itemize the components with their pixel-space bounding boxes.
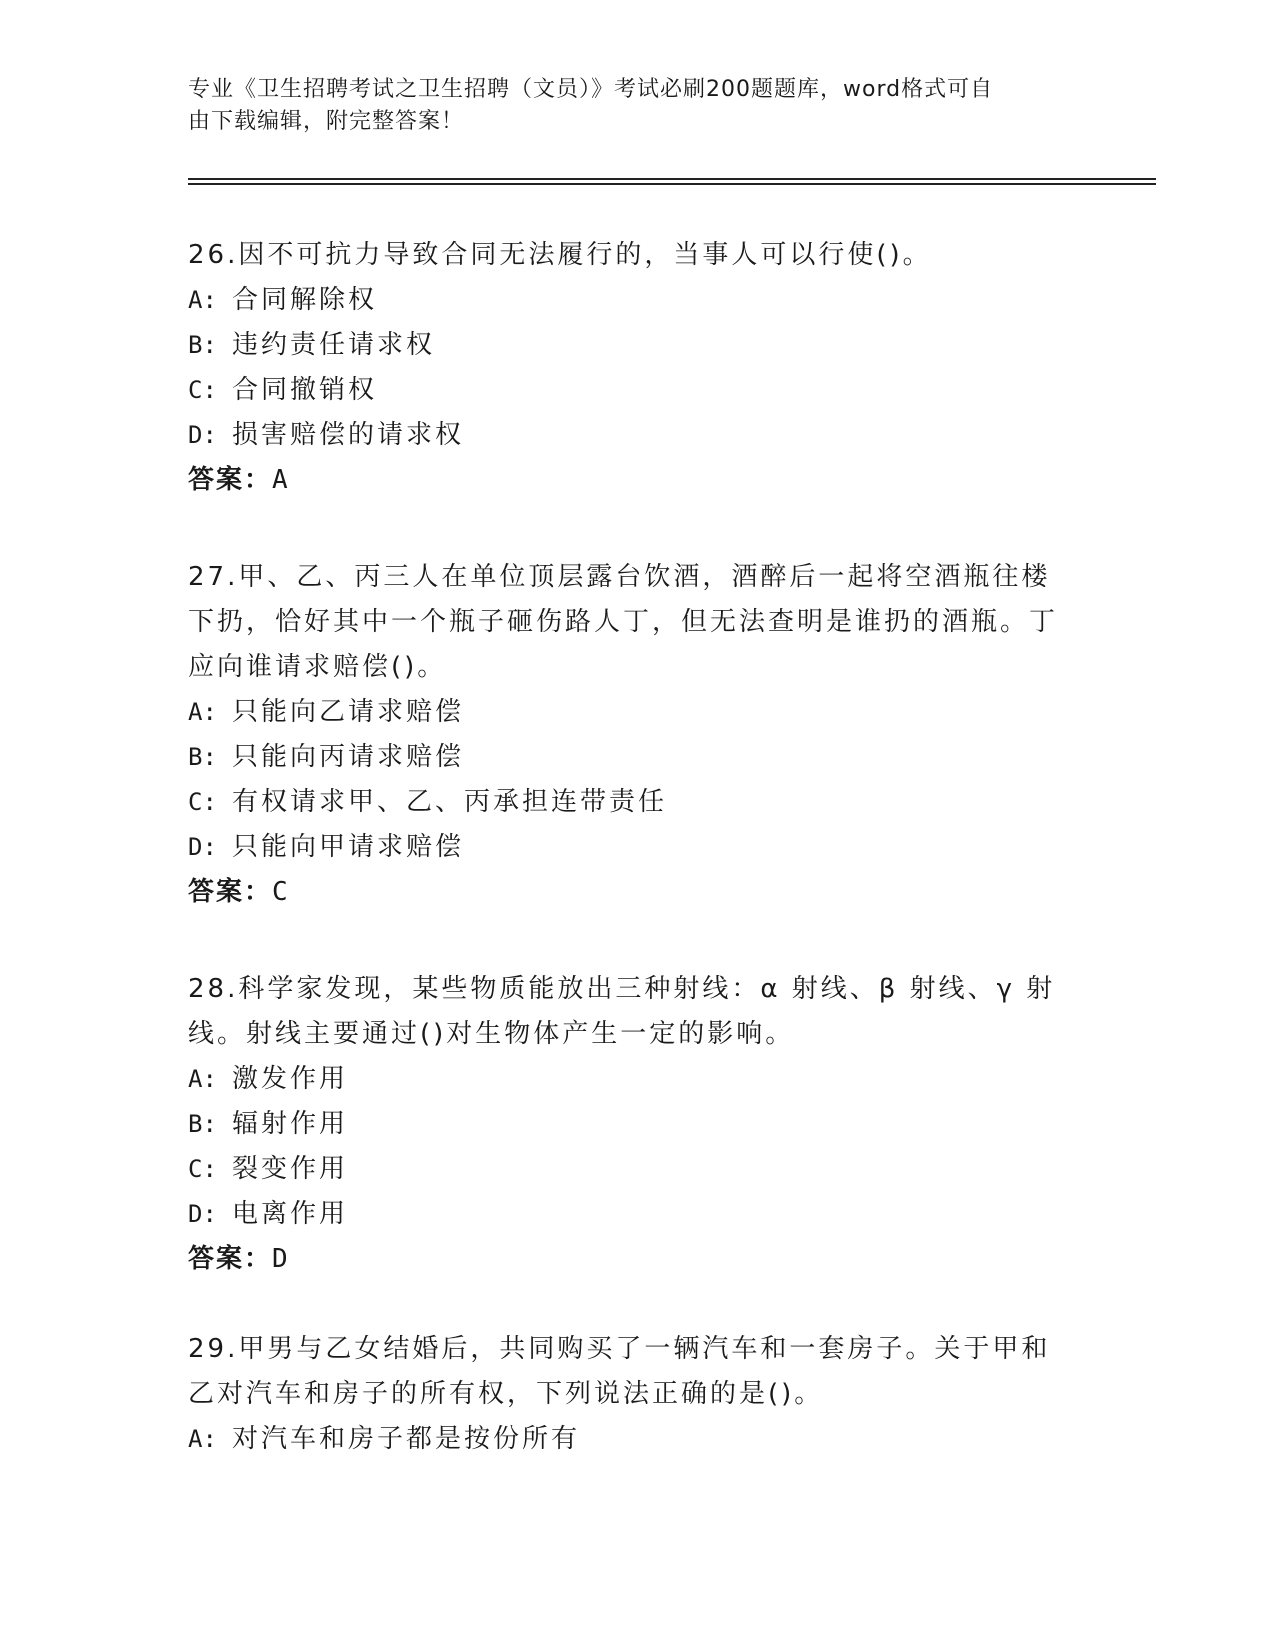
option-key: B: — [188, 1110, 217, 1138]
option-key: A: — [188, 698, 217, 726]
option-key: B: — [188, 743, 217, 771]
answer-value: A — [272, 465, 290, 495]
answer-label: 答案： — [188, 877, 273, 907]
header-line-2: 由下载编辑，附完整答案！ — [188, 109, 465, 134]
question-26 — [188, 233, 1078, 503]
option-b — [188, 1102, 1078, 1147]
option-key: A: — [188, 1425, 217, 1453]
question-stem: 28.科学家发现，某些物质能放出三种射线：α 射线、β 射线、γ 射线。射线主要通过()对生物体产生一定的影响。 — [188, 974, 1056, 1049]
option-text: 裂变作用 — [232, 1154, 349, 1184]
option-key: D: — [188, 833, 217, 861]
answer-value: D — [272, 1244, 290, 1274]
option-c — [188, 780, 1078, 825]
option-key: A: — [188, 286, 217, 314]
option-c — [188, 1147, 1078, 1192]
header-line-1: 专业《卫生招聘考试之卫生招聘（文员）》考试必刷200题题库，word格式可自 — [188, 77, 994, 102]
option-text: 只能向乙请求赔偿 — [232, 697, 465, 727]
option-key: B: — [188, 331, 217, 359]
option-text: 违约责任请求权 — [232, 330, 436, 360]
option-text: 只能向甲请求赔偿 — [232, 832, 465, 862]
option-text: 激发作用 — [232, 1064, 349, 1094]
question-29 — [188, 1327, 1078, 1462]
option-d — [188, 1192, 1078, 1237]
option-text: 合同解除权 — [232, 285, 378, 315]
option-key: A: — [188, 1065, 217, 1093]
document-header — [188, 74, 1068, 138]
answer-value: C — [272, 877, 290, 907]
answer-line — [188, 458, 1078, 503]
option-b — [188, 323, 1078, 368]
option-key: C: — [188, 1155, 217, 1183]
option-text: 电离作用 — [232, 1199, 349, 1229]
option-text: 合同撤销权 — [232, 375, 378, 405]
answer-line — [188, 870, 1078, 915]
question-28 — [188, 967, 1078, 1282]
option-a — [188, 278, 1078, 323]
option-key: C: — [188, 376, 217, 404]
option-a — [188, 690, 1078, 735]
header-divider-top — [188, 178, 1156, 180]
answer-line — [188, 1237, 1078, 1282]
option-text: 有权请求甲、乙、丙承担连带责任 — [232, 787, 668, 817]
option-c — [188, 368, 1078, 413]
option-text: 损害赔偿的请求权 — [232, 420, 465, 450]
question-stem: 29.甲男与乙女结婚后，共同购买了一辆汽车和一套房子。关于甲和乙对汽车和房子的所有权，下列说法正确的是()。 — [188, 1334, 1051, 1409]
question-stem: 26.因不可抗力导致合同无法履行的，当事人可以行使()。 — [188, 240, 932, 270]
option-text: 对汽车和房子都是按份所有 — [232, 1424, 581, 1454]
answer-label: 答案： — [188, 1244, 273, 1274]
option-d — [188, 413, 1078, 458]
option-key: D: — [188, 1200, 217, 1228]
option-key: D: — [188, 421, 217, 449]
answer-label: 答案： — [188, 465, 273, 495]
question-stem: 27.甲、乙、丙三人在单位顶层露台饮酒，酒醉后一起将空酒瓶往楼下扔，恰好其中一个瓶子砸伤路人丁，但无法查明是谁扔的酒瓶。丁应向谁请求赔偿()。 — [188, 562, 1059, 682]
option-d — [188, 825, 1078, 870]
option-text: 只能向丙请求赔偿 — [232, 742, 465, 772]
option-key: C: — [188, 788, 217, 816]
header-divider-bottom — [188, 183, 1156, 185]
option-b — [188, 735, 1078, 780]
option-a — [188, 1057, 1078, 1102]
question-27 — [188, 555, 1078, 915]
option-text: 辐射作用 — [232, 1109, 349, 1139]
option-a — [188, 1417, 1078, 1462]
